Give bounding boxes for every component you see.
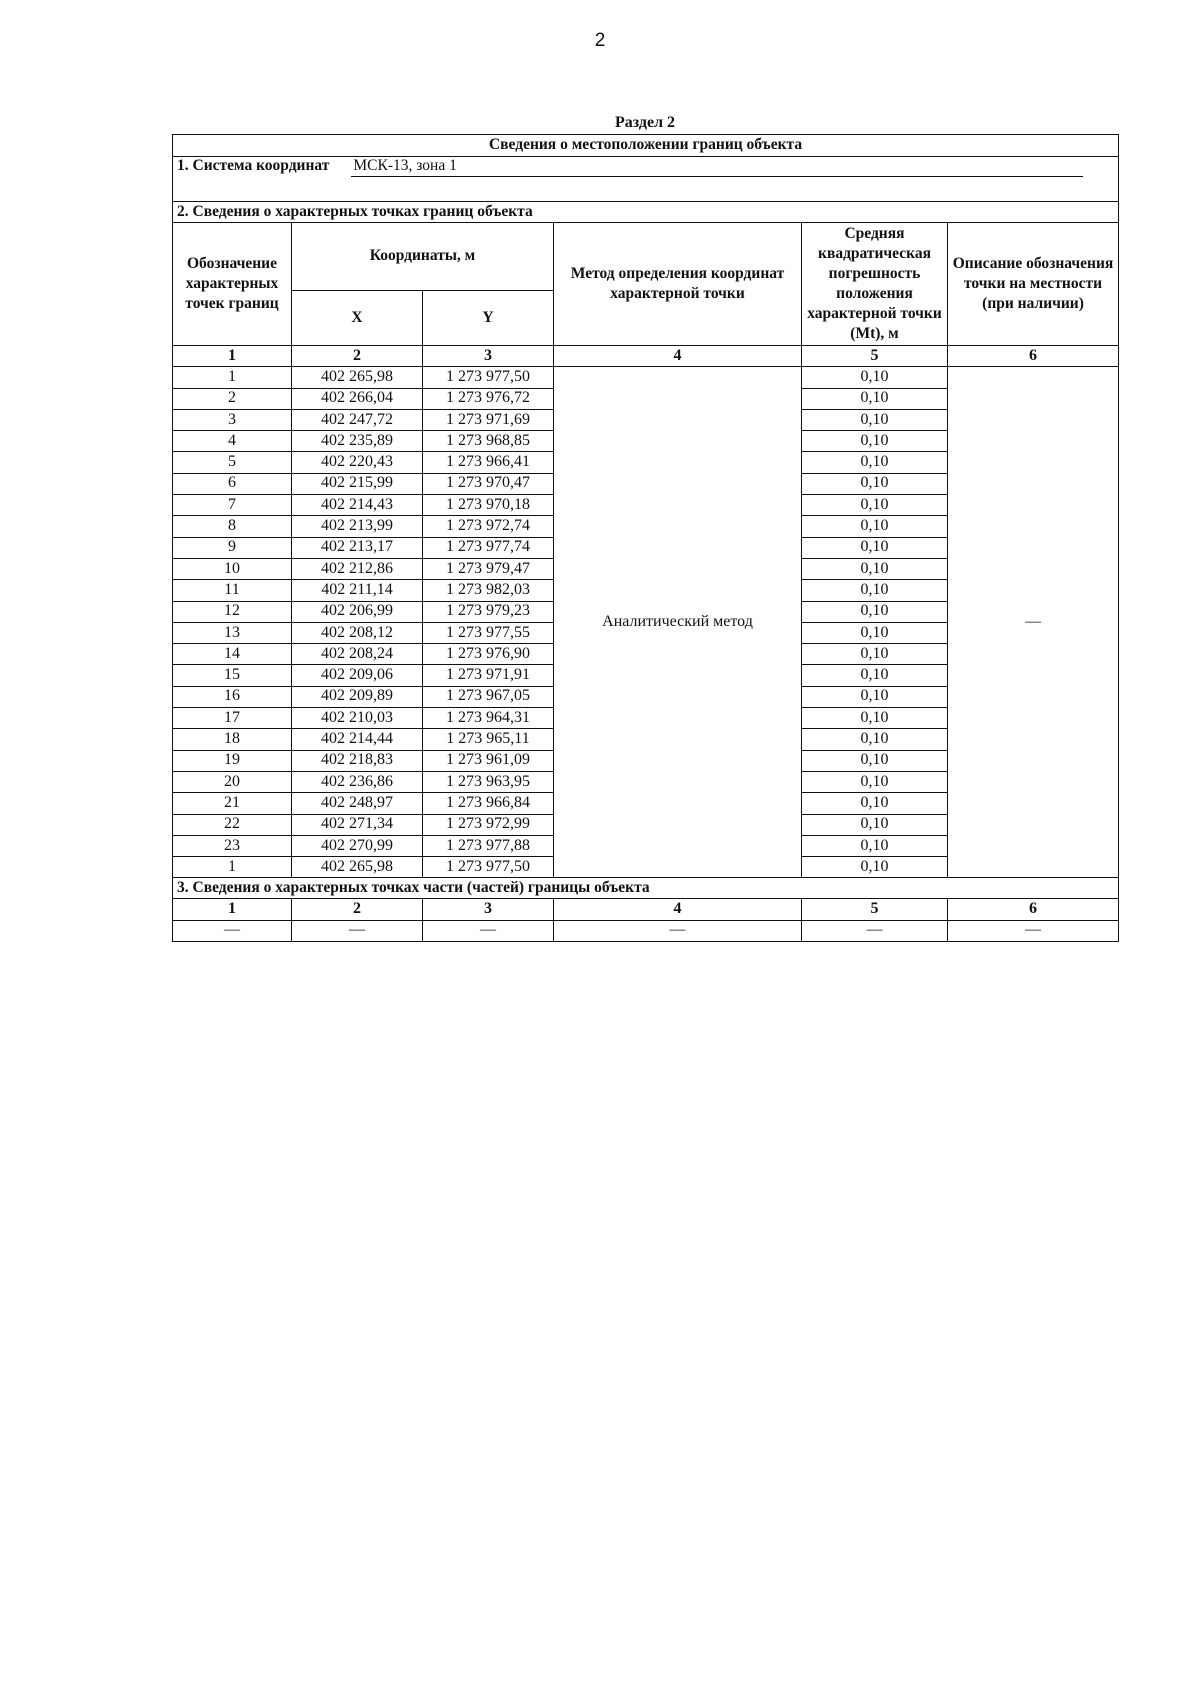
point-y: 1 273 977,50 — [423, 857, 554, 878]
point-x: 402 271,34 — [292, 814, 423, 835]
empty-cell: — — [173, 920, 292, 941]
point-x: 402 213,17 — [292, 537, 423, 558]
point-x: 402 235,89 — [292, 431, 423, 452]
table-title-row — [173, 135, 1119, 157]
parts-column-numbers-row — [173, 899, 1119, 920]
table-title: Сведения о местоположении границ объекта — [173, 135, 1119, 157]
point-number: 8 — [173, 516, 292, 537]
point-number: 4 — [173, 431, 292, 452]
point-number: 5 — [173, 452, 292, 473]
header-row-top — [173, 223, 1119, 291]
point-y: 1 273 966,41 — [423, 452, 554, 473]
point-x: 402 270,99 — [292, 835, 423, 856]
column-number: 3 — [423, 899, 554, 920]
point-x: 402 248,97 — [292, 793, 423, 814]
column-numbers-row — [173, 346, 1119, 367]
column-number: 6 — [948, 899, 1119, 920]
point-number: 13 — [173, 622, 292, 643]
column-number: 6 — [948, 346, 1119, 367]
point-y: 1 273 966,84 — [423, 793, 554, 814]
point-y: 1 273 979,47 — [423, 558, 554, 579]
point-x: 402 265,98 — [292, 367, 423, 388]
point-y: 1 273 971,91 — [423, 665, 554, 686]
point-y: 1 273 977,50 — [423, 367, 554, 388]
description-cell: — — [948, 367, 1119, 878]
point-x: 402 212,86 — [292, 558, 423, 579]
coordinate-system-spacer-row — [173, 177, 1119, 202]
point-y: 1 273 964,31 — [423, 708, 554, 729]
point-x: 402 208,12 — [292, 622, 423, 643]
column-number: 2 — [292, 346, 423, 367]
column-number: 5 — [802, 899, 948, 920]
point-number: 16 — [173, 686, 292, 707]
point-accuracy: 0,10 — [802, 537, 948, 558]
point-number: 1 — [173, 367, 292, 388]
point-y: 1 273 972,99 — [423, 814, 554, 835]
point-number: 19 — [173, 750, 292, 771]
point-x: 402 211,14 — [292, 580, 423, 601]
header-accuracy: Средняя квадратическая погрешность положения характерной точки (Mt), м — [802, 223, 948, 346]
points-section-title: 2. Сведения о характерных точках границ объекта — [173, 202, 1119, 223]
point-number: 21 — [173, 793, 292, 814]
coordinate-system — [173, 157, 1119, 178]
point-accuracy: 0,10 — [802, 601, 948, 622]
point-number: 23 — [173, 835, 292, 856]
point-number: 11 — [173, 580, 292, 601]
boundary-table — [172, 134, 1119, 942]
coordinate-system-spacer — [173, 177, 1119, 202]
point-number: 14 — [173, 644, 292, 665]
point-accuracy: 0,10 — [802, 686, 948, 707]
page-number: 2 — [594, 30, 606, 51]
point-number: 22 — [173, 814, 292, 835]
point-x: 402 206,99 — [292, 601, 423, 622]
point-x: 402 236,86 — [292, 771, 423, 792]
point-accuracy: 0,10 — [802, 622, 948, 643]
empty-cell: — — [292, 920, 423, 941]
point-accuracy: 0,10 — [802, 495, 948, 516]
empty-cell: — — [554, 920, 802, 941]
header-point-designation: Обозначение характерных точек границ — [173, 223, 292, 346]
point-y: 1 273 968,85 — [423, 431, 554, 452]
point-y: 1 273 967,05 — [423, 686, 554, 707]
points-section-title-row — [173, 202, 1119, 223]
point-accuracy: 0,10 — [802, 771, 948, 792]
point-row — [173, 367, 1119, 388]
point-number: 17 — [173, 708, 292, 729]
point-number: 18 — [173, 729, 292, 750]
point-x: 402 214,44 — [292, 729, 423, 750]
point-x: 402 218,83 — [292, 750, 423, 771]
point-x: 402 214,43 — [292, 495, 423, 516]
point-accuracy: 0,10 — [802, 516, 948, 537]
point-x: 402 265,98 — [292, 857, 423, 878]
parts-empty-row — [173, 920, 1119, 941]
point-y: 1 273 976,90 — [423, 644, 554, 665]
point-accuracy: 0,10 — [802, 750, 948, 771]
column-number: 4 — [554, 346, 802, 367]
point-y: 1 273 961,09 — [423, 750, 554, 771]
header-description: Описание обозначения точки на местности (при наличии) — [948, 223, 1119, 346]
header-x: X — [292, 291, 423, 346]
point-accuracy: 0,10 — [802, 857, 948, 878]
parts-section-title: 3. Сведения о характерных точках части (частей) границы объекта — [173, 878, 1119, 899]
point-accuracy: 0,10 — [802, 665, 948, 686]
empty-cell: — — [423, 920, 554, 941]
empty-cell: — — [802, 920, 948, 941]
empty-cell: — — [948, 920, 1119, 941]
point-y: 1 273 977,55 — [423, 622, 554, 643]
point-y: 1 273 977,74 — [423, 537, 554, 558]
point-number: 12 — [173, 601, 292, 622]
column-number: 3 — [423, 346, 554, 367]
point-y: 1 273 977,88 — [423, 835, 554, 856]
point-accuracy: 0,10 — [802, 814, 948, 835]
point-y: 1 273 963,95 — [423, 771, 554, 792]
point-x: 402 209,89 — [292, 686, 423, 707]
point-y: 1 273 976,72 — [423, 388, 554, 409]
column-number: 5 — [802, 346, 948, 367]
point-x: 402 208,24 — [292, 644, 423, 665]
point-number: 3 — [173, 409, 292, 430]
point-accuracy: 0,10 — [802, 473, 948, 494]
point-x: 402 266,04 — [292, 388, 423, 409]
parts-section-title-row — [173, 878, 1119, 899]
point-accuracy: 0,10 — [802, 558, 948, 579]
point-y: 1 273 972,74 — [423, 516, 554, 537]
point-number: 9 — [173, 537, 292, 558]
point-x: 402 210,03 — [292, 708, 423, 729]
point-x: 402 220,43 — [292, 452, 423, 473]
header-method: Метод определения координат характерной точки — [554, 223, 802, 346]
coordinate-system-value: МСК-13, зона 1 — [351, 157, 1083, 176]
point-number: 6 — [173, 473, 292, 494]
method-cell: Аналитический метод — [554, 367, 802, 878]
coordinate-system-label: 1. Система координат — [177, 157, 330, 175]
column-number: 4 — [554, 899, 802, 920]
point-y: 1 273 970,18 — [423, 495, 554, 516]
point-y: 1 273 982,03 — [423, 580, 554, 601]
section-title: Раздел 2 — [614, 114, 676, 131]
point-y: 1 273 965,11 — [423, 729, 554, 750]
point-x: 402 213,99 — [292, 516, 423, 537]
point-accuracy: 0,10 — [802, 409, 948, 430]
coordinate-system-row — [173, 157, 1119, 178]
point-x: 402 247,72 — [292, 409, 423, 430]
point-accuracy: 0,10 — [802, 367, 948, 388]
point-accuracy: 0,10 — [802, 644, 948, 665]
point-number: 1 — [173, 857, 292, 878]
header-y: Y — [423, 291, 554, 346]
point-accuracy: 0,10 — [802, 388, 948, 409]
point-x: 402 215,99 — [292, 473, 423, 494]
point-accuracy: 0,10 — [802, 793, 948, 814]
column-number: 1 — [173, 899, 292, 920]
point-accuracy: 0,10 — [802, 580, 948, 601]
point-number: 10 — [173, 558, 292, 579]
header-coordinates: Координаты, м — [292, 223, 554, 291]
point-number: 20 — [173, 771, 292, 792]
point-accuracy: 0,10 — [802, 835, 948, 856]
point-accuracy: 0,10 — [802, 729, 948, 750]
point-accuracy: 0,10 — [802, 708, 948, 729]
point-y: 1 273 979,23 — [423, 601, 554, 622]
point-y: 1 273 971,69 — [423, 409, 554, 430]
point-number: 2 — [173, 388, 292, 409]
point-number: 7 — [173, 495, 292, 516]
point-y: 1 273 970,47 — [423, 473, 554, 494]
column-number: 2 — [292, 899, 423, 920]
point-accuracy: 0,10 — [802, 431, 948, 452]
point-x: 402 209,06 — [292, 665, 423, 686]
point-number: 15 — [173, 665, 292, 686]
column-number: 1 — [173, 346, 292, 367]
point-accuracy: 0,10 — [802, 452, 948, 473]
